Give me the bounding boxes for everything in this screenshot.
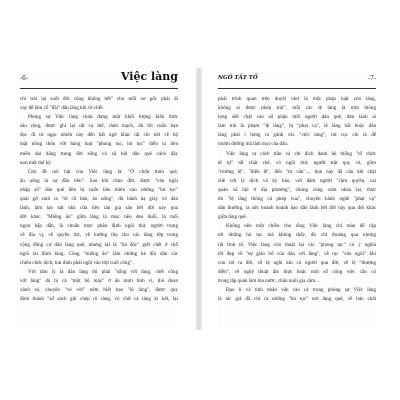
text-line: định thành "số sách ghi chép rõ ràng, có chữ cả làng kí kết, lại <box>20 296 178 303</box>
text-line: về địa vị, về quyền lực, về hướng thụ cho các tầng lớp trong <box>20 232 178 239</box>
text-line: đời khác. "Miếng ăn" giữa làng là mục tiêu đeo đuổi, là mối <box>20 214 178 221</box>
text-line: quái gở sinh ra "từ cỗ bàn, ăn uống", đủ hành hạ giày vò dân <box>20 196 178 203</box>
text-line: Phóng sự Việc làng chứa đựng một khối lượng kiến thức <box>28 114 178 121</box>
text-line: đọc đi từ ngạc nhiên này đến bất ngờ khác rất chi tiết về bộ <box>20 132 178 139</box>
text-line: không ai được phép trái", mỗi các lệ làng là một thòng <box>218 105 376 112</box>
page-number: -7- <box>368 75 376 82</box>
text-line: làng phải l hơng ra gánh vác "việc làng", rút cục chỉ là để <box>218 132 376 139</box>
text-line: thi "lệ làng thông cả phép vua", chuyên hành nghề "phạt vạ" <box>218 196 376 203</box>
text-line: mặt nông thôn với hàng loạt "phong tục, hủ tục" diễn ra liên <box>20 141 178 148</box>
text-line: sâu rộng, được ghi lại rất cụ thể, rành mạch, đủ lời cuốn bạn <box>20 123 178 130</box>
text-line: Chú đề nói bật của Việc làng là: "Ở chốn thôn quê, <box>28 168 178 175</box>
text-line: trong tập quán làm lúa nước, chăn nuôi gia cầm... <box>218 277 319 284</box>
text-line: rất tinh tế, Việc làng còn thuật lại các "phong tục" có ý nghĩa <box>218 241 376 248</box>
text-line: nhập sổ" đàn quê liền bị cuốn liên miên vào những "hủ tục" <box>20 186 178 193</box>
text-line: Đạo lí và tính nhân văn cao cả trong phóng sự Việc làng <box>226 286 376 293</box>
text-line: chiêu chức dịch, trai đinh phải ngồi vào lớp cuối công". <box>20 259 134 266</box>
text-line: mượn đường mà làm mọi của dân. <box>218 141 289 148</box>
text-line: chẽ với lý dịch và kỳ hào, với đám người "cầm quyền, cai <box>218 177 376 184</box>
left-page-body <box>20 95 178 304</box>
text-line: chí trái lại suốt đời cũng không hết" cho mỗi nơ gốc phải đi <box>20 96 178 102</box>
text-line: là tác giả đã chỉ ra những "hủ tục" nơi làng quê, về bản chất <box>218 296 376 303</box>
text-line: điền", về nghệ thuật ẩm thực hoặc một số công việc cần có <box>218 268 376 275</box>
text-line: lành, làm tan nát nhà cửa tiêu tán gia sản hết đời này qua <box>20 205 178 212</box>
text-line: ngôi tài đình làng. Cũng "miếng ăn" làm những kẻ đồi dân các <box>20 250 178 257</box>
right-page <box>218 70 376 328</box>
text-line: dân thường, ra sức hoành hoành bạo dân lành hết đời này qua đời khác <box>218 205 376 212</box>
left-page-header <box>20 70 178 89</box>
book-gutter <box>196 68 202 330</box>
text-line: tế tự" rất chặt chẽ, có ngôi thứ, người trật quy củ, gồm <box>218 159 376 166</box>
left-page <box>20 70 178 328</box>
text-line: lọng siết chặt vào số phận mỗi người dân quê, dân lành ai <box>218 114 376 121</box>
text-line: Việc làng ra cách trần và chỉ đích danh hệ thống "tổ chức <box>226 150 376 157</box>
right-page-header <box>218 70 376 89</box>
text-line: tốt đẹp về "sự giáo bổ của dân với làng", về tục "vào ngôi" khi <box>218 250 376 257</box>
text-line: ăn uống là sự đầu tiên". Sau khi chào đời, được "vào ngôi <box>20 177 178 184</box>
text-line: làm trái là phạm "lệ làng", bị "phạt vạ", lệ làng bắt buộc dân <box>218 123 376 130</box>
text-line: quản xã hội ở địa phương", chúng cùng xúm nhau lại, thực <box>218 186 376 193</box>
page-number: -6- <box>20 75 28 82</box>
text-line: phải trình quan trên duyệt như là một pháp luật của làng, <box>218 96 376 102</box>
text-line: tới những hủ tục mà không thấy, đủ chỉ thoáng qua nhưng <box>218 232 376 239</box>
text-line: cộng đồng cư dân làng quê, nhưng lại là "bả độc" giết chết ở chỗ <box>20 241 178 248</box>
text-line: "trưởng lệ", "điển lề", đến "tư văn"..., bọn này đã câu kết chặt <box>218 168 376 175</box>
text-line: Không nên một chiều cho rằng Việc làng chỉ toàn để cập <box>226 223 376 230</box>
text-line: xảnh sỏ, chuyên "vé vời" nêm biết bao "lệ làng", được quy <box>20 286 178 293</box>
text-line: với làng" dù bị cả "một bộ máy" ở ăn mưu tính vì, thù đoan <box>20 277 178 284</box>
text-line: non một thế kỷ. <box>20 159 52 166</box>
right-page-body <box>218 95 376 304</box>
running-title: Việc làng <box>120 70 178 83</box>
text-line: giữa làng quê. <box>218 214 247 221</box>
text-line: miên dai dẳng trong đời sống và xã hội dân quê cách đây <box>20 150 178 157</box>
text-line: Với tâm lý là dân làng thì phải "sống với làng, chết cũng <box>28 268 178 275</box>
text-line: ngọn hấp dẫn, là chuẩn mực phân định ngôi thứ, người trọng <box>20 223 178 230</box>
text-line: con trẻ ra đời, về lệ nghỉ khi có người qua đời, về lệ "thượng <box>218 259 376 266</box>
text-line: vay để làm cỗ "đãi" dân làng khi về chết. <box>20 105 104 112</box>
running-author: NGÔ TẤT TỐ <box>218 75 258 81</box>
